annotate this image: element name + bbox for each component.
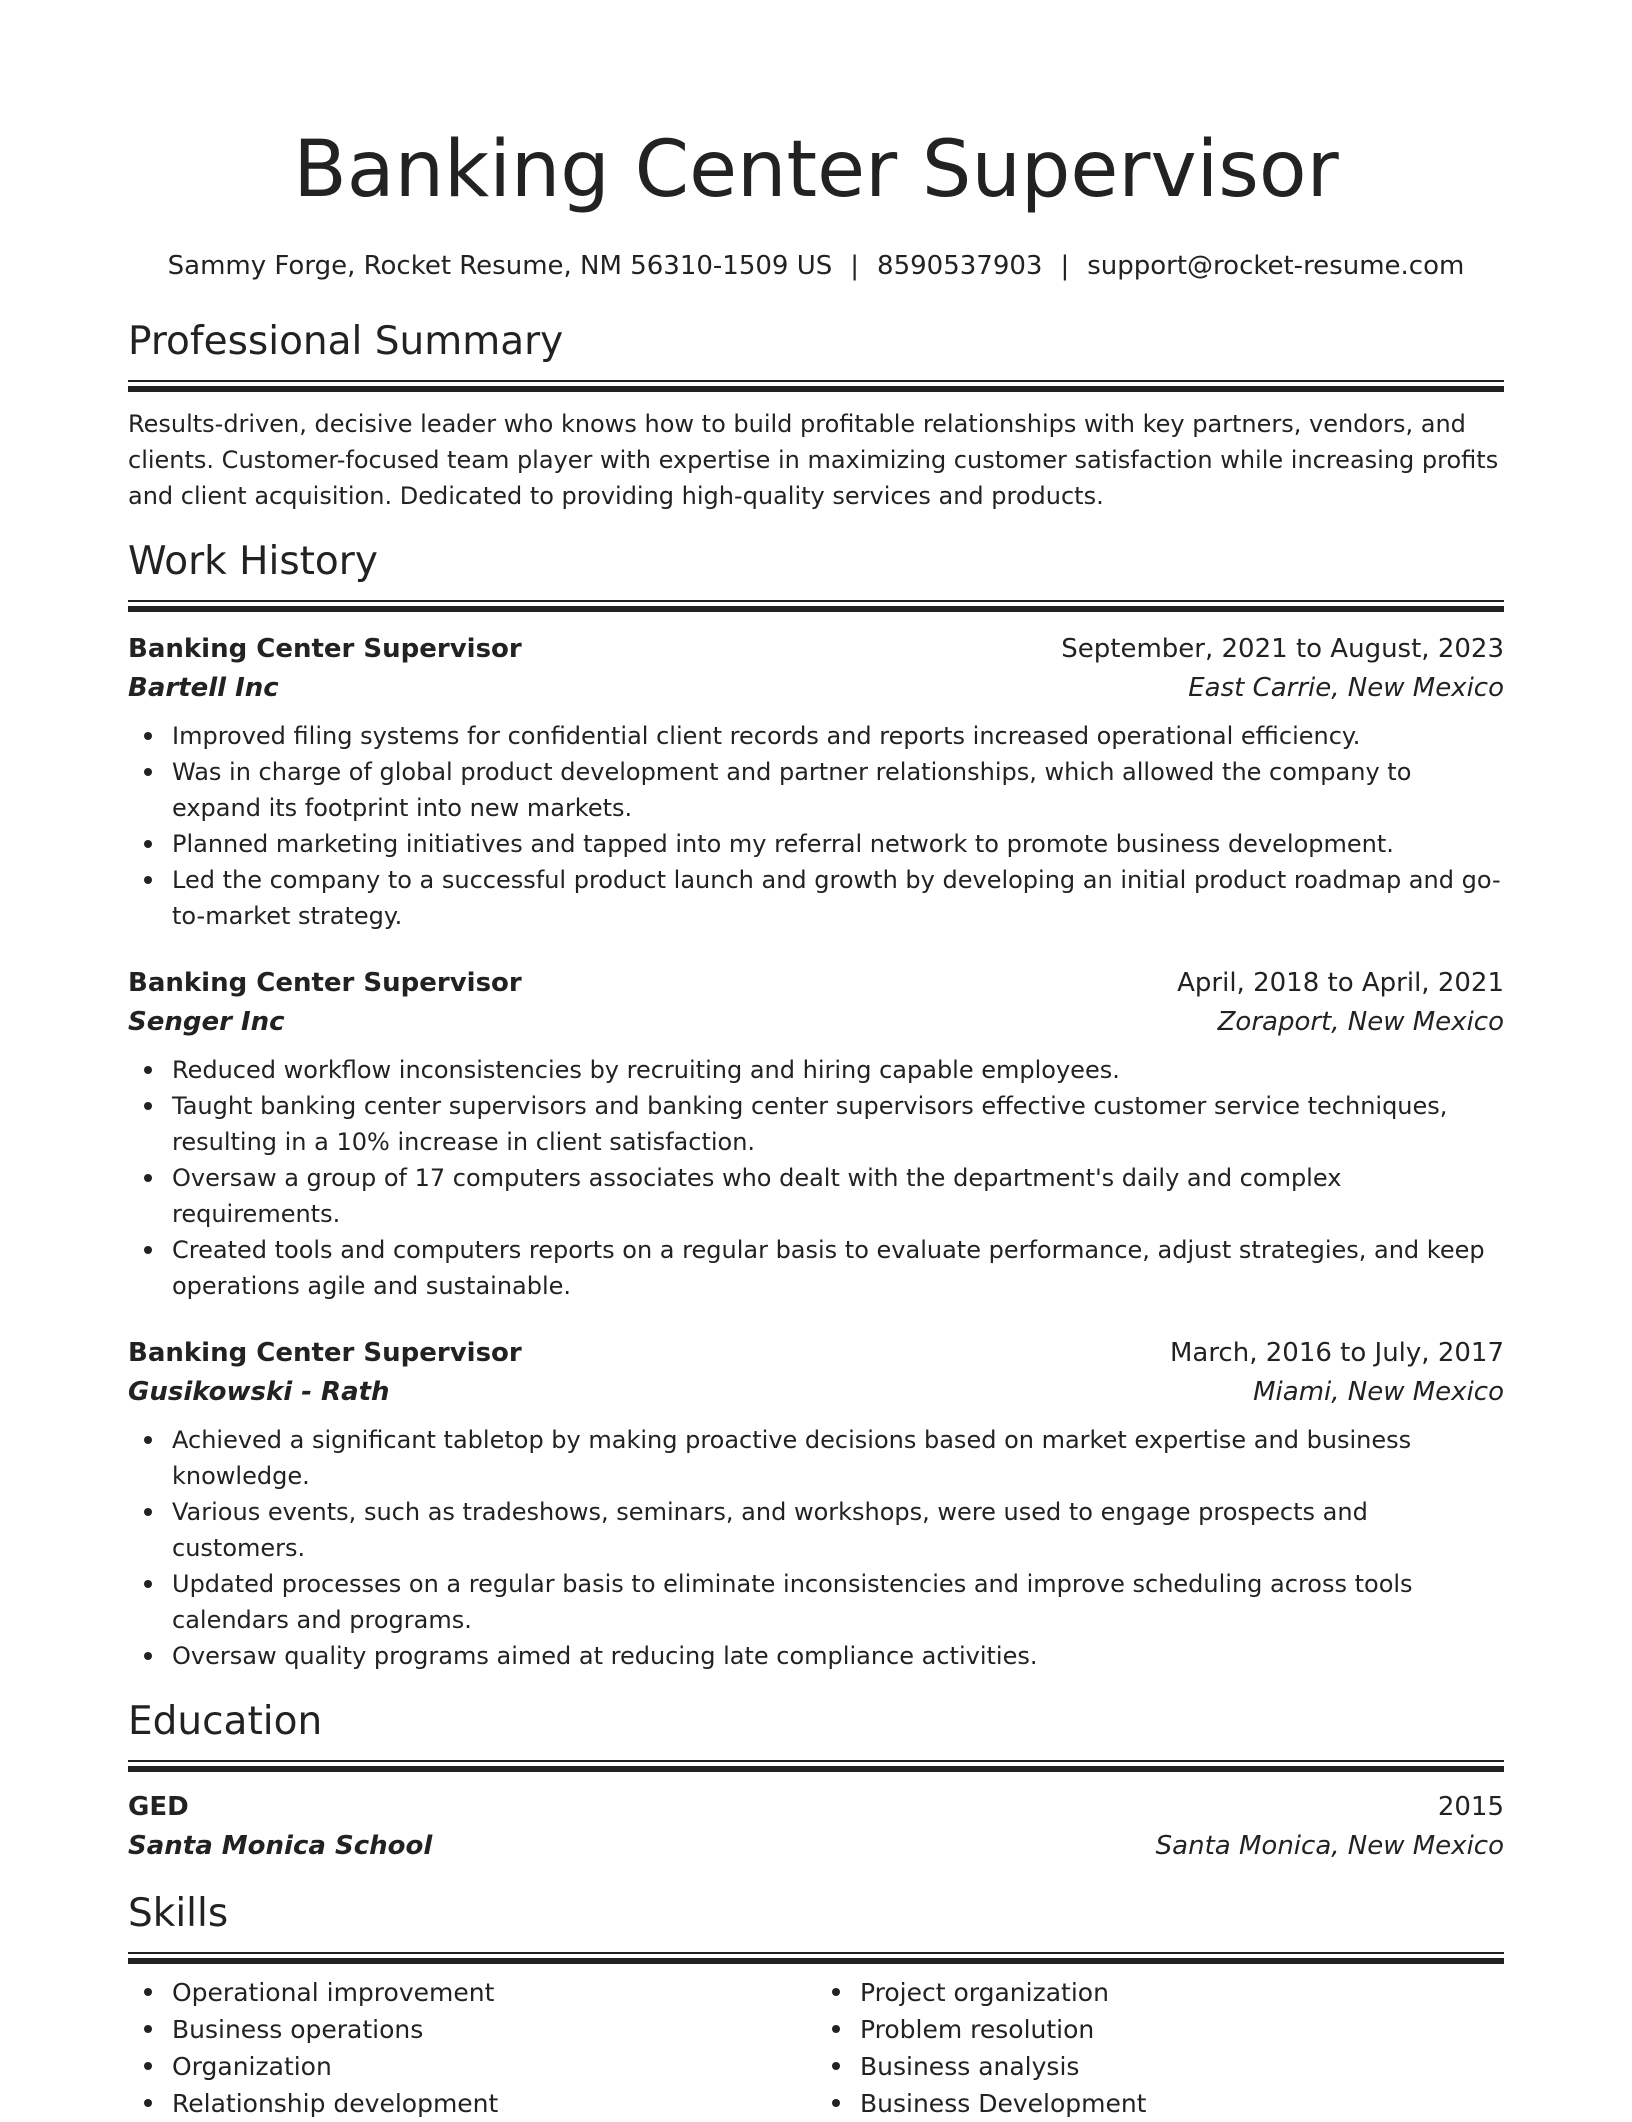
education-location: Santa Monica, New Mexico — [1155, 1831, 1504, 1861]
contact-email: support@rocket-resume.com — [1087, 251, 1465, 281]
list-item: Business operations — [172, 2011, 816, 2048]
education-degree: GED — [128, 1792, 189, 1822]
section-title-education: Education — [128, 1699, 323, 1744]
job-dates: September, 2021 to August, 2023 — [1061, 634, 1504, 664]
list-item: Organization — [172, 2048, 816, 2085]
list-item: Created tools and computers reports on a regular basis to evaluate performance, adjust strategies, and keep operations agile and sustainable. — [172, 1232, 1504, 1304]
job-dates: April, 2018 to April, 2021 — [1177, 968, 1504, 998]
job-title: Banking Center Supervisor — [128, 1338, 522, 1368]
contact-line — [128, 248, 1504, 284]
list-item: Led the company to a successful product launch and growth by developing an initial product roadmap and go-to-market strategy. — [172, 862, 1504, 934]
job-company: Gusikowski - Rath — [128, 1377, 390, 1407]
job-bullets — [128, 1052, 1504, 1304]
list-item: Achieved a significant tabletop by making proactive decisions based on market expertise and business knowledge. — [172, 1422, 1504, 1494]
section-title-summary: Professional Summary — [128, 319, 564, 364]
list-item: Oversaw quality programs aimed at reducing late compliance activities. — [172, 1638, 1504, 1674]
skills-grid — [128, 1974, 1504, 2122]
section-divider — [128, 380, 1504, 392]
list-item: Business Development — [860, 2085, 1504, 2122]
list-item: Taught banking center supervisors and banking center supervisors effective customer service techniques, resulting in a 10% increase in client satisfaction. — [172, 1088, 1504, 1160]
list-item: Updated processes on a regular basis to eliminate inconsistencies and improve scheduling across tools calendars and programs. — [172, 1566, 1504, 1638]
section-title-work-history: Work History — [128, 539, 378, 584]
education-entry — [128, 1788, 1504, 1866]
job-location: Zoraport, New Mexico — [1217, 1007, 1504, 1037]
job-entry — [128, 630, 1504, 934]
job-location: Miami, New Mexico — [1253, 1377, 1504, 1407]
job-title: Banking Center Supervisor — [128, 968, 522, 998]
section-title-skills: Skills — [128, 1891, 229, 1936]
list-item: Project organization — [860, 1974, 1504, 2011]
work-history-section — [128, 538, 1504, 1674]
list-item: Various events, such as tradeshows, seminars, and workshops, were used to engage prospects and customers. — [172, 1494, 1504, 1566]
job-company: Senger Inc — [128, 1007, 285, 1037]
list-item: Reduced workflow inconsistencies by recruiting and hiring capable employees. — [172, 1052, 1504, 1088]
job-bullets — [128, 718, 1504, 934]
section-divider — [128, 600, 1504, 612]
education-section — [128, 1698, 1504, 1866]
list-item: Improved filing systems for confidential client records and reports increased operational efficiency. — [172, 718, 1504, 754]
job-entry — [128, 964, 1504, 1304]
contact-phone: 8590537903 — [877, 251, 1043, 281]
section-divider — [128, 1760, 1504, 1772]
list-item: Was in charge of global product development and partner relationships, which allowed the company to expand its footprint into new markets. — [172, 754, 1504, 826]
job-entry — [128, 1334, 1504, 1674]
contact-address: Sammy Forge, Rocket Resume, NM 56310-1509 US — [167, 251, 833, 281]
list-item: Problem resolution — [860, 2011, 1504, 2048]
section-divider — [128, 1952, 1504, 1964]
summary-text: Results-driven, decisive leader who knows how to build profitable relationships with key partners, vendors, and clients. Customer-focused team player with expertise in maximizing customer satisfaction while increasing profits and client acquisition. Dedicated to providing high-quality services and products. — [128, 410, 1499, 510]
list-item: Operational improvement — [172, 1974, 816, 2011]
education-year: 2015 — [1437, 1792, 1504, 1822]
list-item: Oversaw a group of 17 computers associates who dealt with the department's daily and complex requirements. — [172, 1160, 1504, 1232]
skills-section — [128, 1890, 1504, 2122]
list-item: Business analysis — [860, 2048, 1504, 2085]
job-dates: March, 2016 to July, 2017 — [1169, 1338, 1504, 1368]
contact-separator: | — [850, 251, 860, 281]
list-item: Planned marketing initiatives and tapped into my referral network to promote business development. — [172, 826, 1504, 862]
job-title: Banking Center Supervisor — [128, 634, 522, 664]
skills-list-right — [816, 1974, 1504, 2122]
list-item: Relationship development — [172, 2085, 816, 2122]
resume-name: Banking Center Supervisor — [293, 125, 1339, 215]
contact-separator: | — [1060, 251, 1070, 281]
job-company: Bartell Inc — [128, 673, 279, 703]
job-bullets — [128, 1422, 1504, 1674]
skills-list-left — [128, 1974, 816, 2122]
summary-section — [128, 318, 1504, 514]
education-school: Santa Monica School — [128, 1831, 433, 1861]
job-location: East Carrie, New Mexico — [1188, 673, 1504, 703]
